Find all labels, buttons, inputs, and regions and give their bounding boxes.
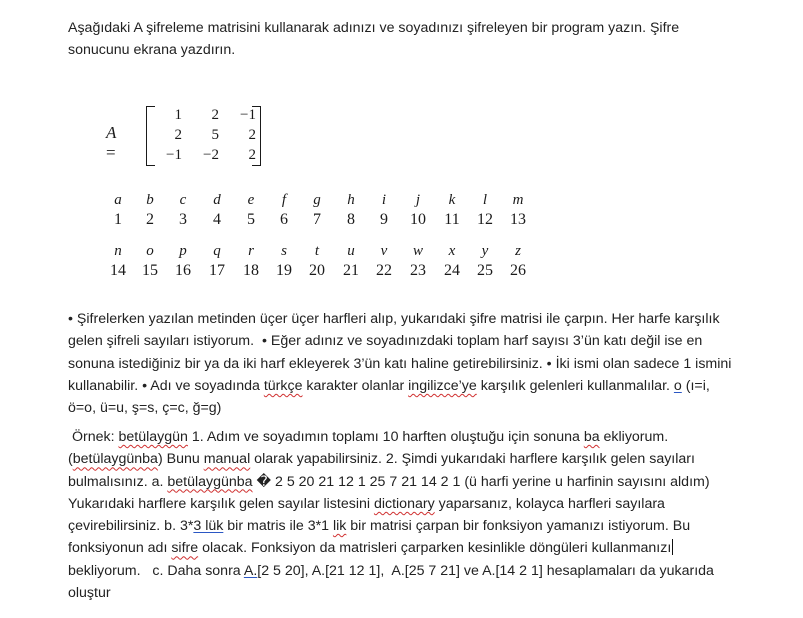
alphabet-letter: e [247,192,255,208]
text-run: [2 5 20], A.[21 12 1], A.[25 7 21] ve A.[14 2 1] hesaplamaları da yukarıda oluştur [68,562,718,602]
alphabet-number: 9 [380,211,388,228]
alphabet-number: 22 [376,262,392,279]
alphabet-letter: d [213,192,221,208]
alphabet-letter: k [448,192,456,208]
text-run: 1. Adım ve soyadımın toplamı 10 harften oluştuğu için sonuna [187,429,584,445]
alphabet-letter: w [412,243,423,259]
alphabet-number: 11 [444,211,460,228]
text-run: bir matrisi çarpan bir fonksiyon yamanızı istiyorum. Bu fonksiyonun adı [68,518,695,557]
alphabet-letter: i [381,192,387,208]
alphabet-number: 17 [209,262,225,279]
matrix-cell: 2 [174,127,182,143]
alphabet-letter: v [380,243,388,259]
spelling-flag-text: sifre [171,540,199,557]
text-run: • Şifrelerken yazılan metinden üçer üçer harfleri alıp, yukarıdaki şifre matrisi ile çarpın. Her harfe karşılık gelen şifreli sayıları istiyorum. • Eğer adınız ve soyadınızdaki toplam harf sayısı 3’ün katı değil ise en sonuna istediğiniz bir ya da iki harf ekleyerek 3’ün katı haline getirebilirsiniz. • İki ismi olan sadece 1 ismini kullanabilir. • Adı ve soyadında [68,311,736,394]
alphabet-number: 20 [309,262,325,279]
alphabet-letter: z [515,243,521,259]
alphabet-letter: q [213,243,221,259]
text-run: (ı=i, ö=o, ü=u, ş=s, ç=c, ğ=g) [68,377,714,417]
alphabet-letter: o [146,243,154,259]
alphabet-letter: p [179,243,187,259]
spelling-flag-text: türkçe [263,377,303,394]
alphabet-letter: x [448,243,456,259]
alphabet-number: 6 [280,211,288,228]
alphabet-letter: r [248,243,254,259]
alphabet-number: 26 [510,262,526,279]
alphabet-letter: n [114,243,122,259]
alphabet-number: 3 [179,211,187,228]
alphabet-number: 10 [410,211,426,228]
alphabet-number: 18 [243,262,259,279]
matrix-cell: −1 [240,107,256,123]
matrix-cell: −2 [203,147,219,163]
matrix-cell: 2 [248,127,256,143]
grammar-flag-text: A. [243,562,258,579]
spelling-flag-text: betülaygün [118,429,188,445]
alphabet-number: 13 [510,211,526,228]
example-paragraph [68,426,740,604]
alphabet-letter: g [313,192,321,208]
text-run: karşılık gelenleri kullanmalılar. [476,377,674,394]
text-run: � 2 5 20 21 12 1 25 7 21 14 2 1 (ü harfi yerine u harfinin sayısını aldım) Yukarıdaki harflere karşılık gelen sayılar listesini [68,473,714,512]
rules-paragraph [68,308,740,419]
alphabet-letter: t [314,243,320,259]
text-run: olacak. Fonksiyon da matrisleri çarparken kesinlikle döngüleri kullanmanızı [198,540,672,557]
alphabet-number: 2 [146,211,154,228]
alphabet-number: 19 [276,262,292,279]
alphabet-number: 4 [213,211,221,228]
alphabet-number: 15 [142,262,158,279]
alphabet-number: 16 [175,262,191,279]
alphabet-letter: f [281,192,287,208]
text-run: bekliyorum. c. Daha sonra [68,540,678,579]
spelling-flag-text: dictionary [373,495,435,512]
alphabet-number: 14 [110,262,126,279]
matrix-cell: 1 [174,107,182,123]
matrix-cell: 2 [248,147,256,163]
text-run: ) Bunu [157,451,204,468]
text-run: karakter olanlar [302,377,409,394]
alphabet-letter: b [146,192,154,208]
alphabet-number: 24 [444,262,460,279]
text-run: Örnek: [68,429,119,445]
alphabet-letter: l [482,192,488,208]
grammar-flag-text: 3 lük [193,518,224,535]
matrix-cell: 2 [211,107,219,123]
text-run: olarak yapabilirsiniz. 2. Şimdi yukarıdaki harflere karşılık gelen sayıları bulmalısınız. a. [68,451,699,490]
matrix-label: A = [106,123,117,162]
alphabet-number: 23 [410,262,426,279]
text-run: bir matris ile 3*1 [223,518,333,535]
alphabet-number: 25 [477,262,493,279]
matrix-cell: 5 [211,127,219,143]
spelling-flag-text: ba [583,429,600,445]
alphabet-number: 8 [347,211,355,228]
alphabet-letter: y [481,243,489,259]
text-run: ekliyorum. ( [68,429,673,468]
spelling-flag-text: manual [203,451,251,468]
spelling-flag-text: betülaygünba [72,451,158,468]
spelling-flag-text: ingilizce’ye [408,377,477,394]
text-run: yaparsanız, kolayca harfleri sayılara çevirebilirsiniz. b. 3* [68,495,669,535]
grammar-flag-text: o [673,377,682,394]
intro-paragraph: Aşağıdaki A şifreleme matrisini kullanarak adınızı ve soyadınızı şifreleyen bir program yazın. Şifre sonucunu ekrana yazdırın. [68,20,684,59]
alphabet-letter: h [347,192,355,208]
alphabet-number: 1 [114,211,122,228]
spelling-flag-text: betülaygünba [167,473,253,490]
alphabet-letter: j [415,192,421,208]
alphabet-letter: s [281,243,287,259]
alphabet-number: 5 [247,211,255,228]
alphabet-letter: u [347,243,355,259]
matrix-cell: −1 [166,147,182,163]
alphabet-letter: a [114,192,122,208]
alphabet-number: 21 [343,262,359,279]
alphabet-letter: m [512,192,524,208]
alphabet-letter: c [179,192,187,208]
alphabet-number: 7 [313,211,321,228]
spelling-flag-text: lik [332,518,347,535]
alphabet-number: 12 [477,211,493,228]
